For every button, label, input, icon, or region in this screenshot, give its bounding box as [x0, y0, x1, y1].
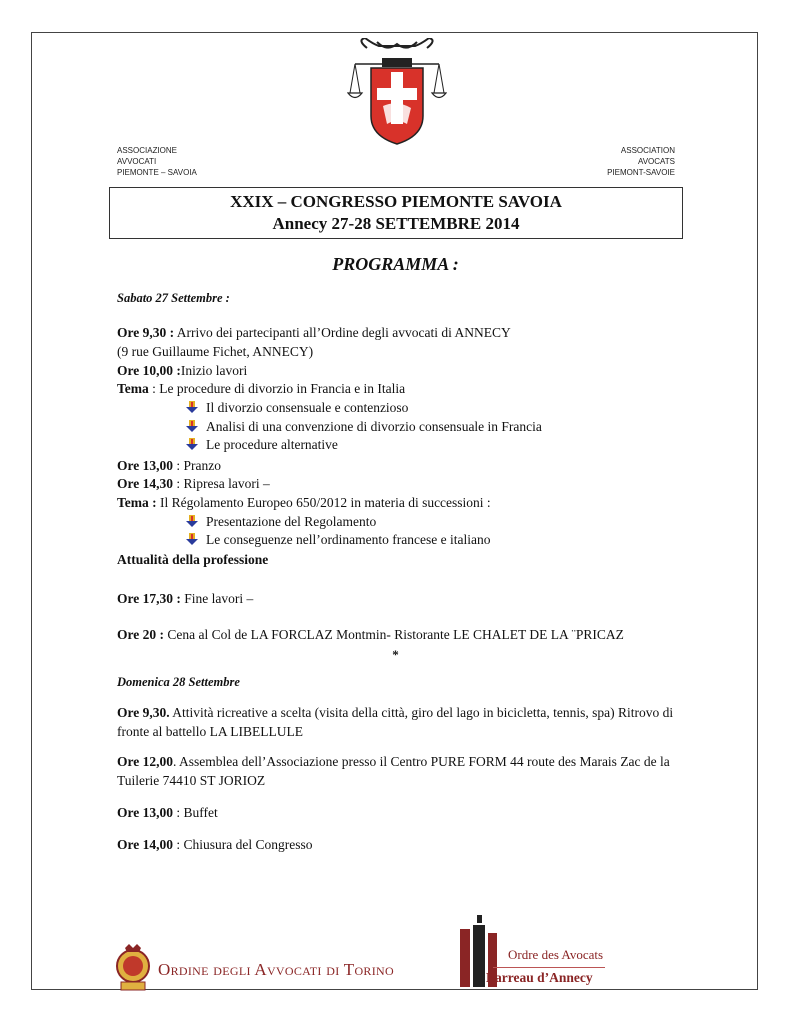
- arrow-down-bullet-icon: [186, 438, 198, 450]
- bullet-text: Le procedure alternative: [206, 437, 338, 452]
- event-text: Inizio lavori: [180, 363, 248, 378]
- event-text: : Ripresa lavori –: [173, 476, 270, 491]
- bullet-item: [186, 531, 491, 550]
- event-text: Cena al Col de LA FORCLAZ Montmin- Ristorante LE CHALET DE LA ¨PRICAZ: [164, 627, 624, 642]
- arrow-down-bullet-icon: [186, 401, 198, 413]
- sat-ore-930: [117, 324, 511, 343]
- event-text: : Pranzo: [173, 458, 221, 473]
- assoc-right-line3: PIEMONT-SAVOIE: [607, 168, 675, 177]
- time-label: Ore 10,00 :: [117, 363, 181, 378]
- sun-ore-1400: [117, 836, 313, 855]
- bullet-text: Analisi di una convenzione di divorzio consensuale in Francia: [206, 419, 542, 434]
- assoc-right-line2: AVOCATS: [637, 157, 675, 166]
- torino-bar-name: Ordine degli Avvocati di Torino: [158, 960, 394, 979]
- arrow-down-bullet-icon: [186, 420, 198, 432]
- sat-ore-1000: [117, 362, 247, 381]
- assoc-left-line3: PIEMONTE – SAVOIA: [117, 168, 197, 177]
- bullet-text: Le conseguenze nell’ordinamento francese e italiano: [206, 532, 491, 547]
- annecy-divider: [493, 967, 605, 968]
- sat-ore-20: [117, 626, 624, 645]
- programma-heading: PROGRAMMA :: [332, 254, 459, 274]
- sun-ore-1300: [117, 804, 218, 823]
- tema-text: Il Régolamento Europeo 650/2012 in materia di successioni :: [156, 495, 491, 510]
- time-label: Ore 13,00: [117, 458, 173, 473]
- time-label: Ore 12,00: [117, 754, 173, 769]
- attualita-heading: Attualità della professione: [117, 552, 269, 567]
- congress-title: XXIX – CONGRESSO PIEMONTE SAVOIA: [230, 192, 562, 211]
- annecy-bar-name: Barreau d’Annecy: [486, 970, 593, 985]
- bullet-item: [186, 399, 408, 418]
- congress-title-box: [109, 187, 683, 239]
- association-name-french: [607, 145, 675, 178]
- sat-address: (9 rue Guillaume Fichet, ANNECY): [117, 344, 314, 359]
- event-text: Arrivo dei partecipanti all’Ordine degli avvocati di ANNECY: [174, 325, 511, 340]
- event-text: : Chiusura del Congresso: [173, 837, 313, 852]
- bullet-text: Il divorzio consensuale e contenzioso: [206, 400, 409, 415]
- tema-label: Tema: [117, 381, 149, 396]
- time-label: Ore 20 :: [117, 627, 164, 642]
- time-label: Ore 17,30 :: [117, 591, 181, 606]
- saturday-heading: Sabato 27 Settembre :: [117, 291, 230, 305]
- time-label: Ore 9,30.: [117, 705, 170, 720]
- annecy-order-name: Ordre des Avocats: [508, 947, 604, 962]
- tema-label: Tema :: [117, 495, 157, 510]
- torino-bar-logo-icon: [113, 944, 153, 992]
- section-separator: *: [392, 647, 399, 662]
- sat-ore-1430: [117, 475, 270, 494]
- sun-ore-930: [117, 704, 687, 741]
- sat-ore-1730: [117, 590, 253, 609]
- congress-dates: Annecy 27-28 SETTEMBRE 2014: [272, 214, 520, 233]
- event-text: . Assemblea dell’Associazione presso il Centro PURE FORM 44 route des Marais Zac de la Tuilerie 74410 ST JORIOZ: [117, 754, 670, 788]
- sunday-heading: Domenica 28 Settembre: [117, 675, 240, 689]
- event-text: Fine lavori –: [180, 591, 254, 606]
- sat-tema-1: [117, 380, 405, 399]
- tema-text: : Le procedure di divorzio in Francia e in Italia: [148, 381, 406, 396]
- event-text: Attività ricreative a scelta (visita della città, giro del lago in bicicletta, tennis, spa) Ritrovo di fronte al battello LA LIBELLULE: [117, 705, 674, 739]
- time-label: Ore 14,30: [117, 476, 173, 491]
- assoc-right-line1: ASSOCIATION: [620, 146, 675, 155]
- assoc-left-line2: AVVOCATI: [117, 157, 157, 166]
- arrow-down-bullet-icon: [186, 515, 198, 527]
- time-label: Ore 14,00: [117, 837, 173, 852]
- event-text: : Buffet: [173, 805, 218, 820]
- sat-tema-2: [117, 494, 491, 513]
- association-name-italian: [117, 145, 197, 178]
- assoc-left-line1: ASSOCIAZIONE: [117, 146, 178, 155]
- sat-ore-1300: [117, 457, 221, 476]
- time-label: Ore 9,30 :: [117, 325, 175, 340]
- bullet-item: [186, 418, 542, 437]
- time-label: Ore 13,00: [117, 805, 173, 820]
- bullet-text: Presentazione del Regolamento: [206, 514, 377, 529]
- bullet-item: [186, 513, 376, 532]
- arrow-down-bullet-icon: [186, 533, 198, 545]
- sun-ore-1200: [117, 753, 687, 790]
- bullet-item: [186, 436, 338, 455]
- association-crest-icon: [347, 38, 447, 146]
